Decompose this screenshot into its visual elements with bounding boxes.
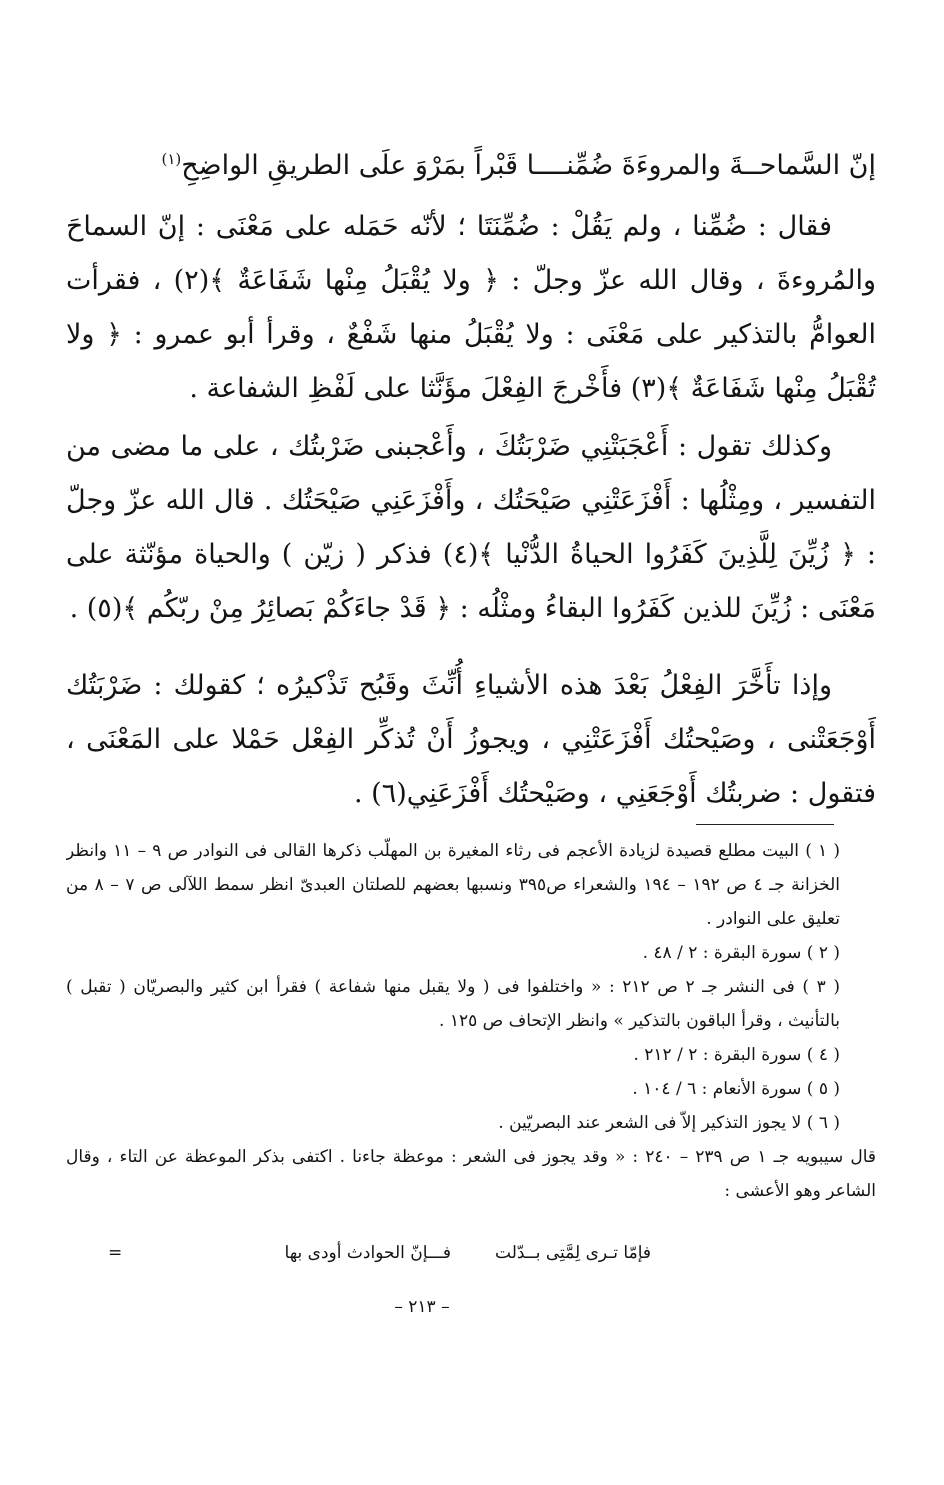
paragraph-1-text: فقال : ضُمِّنا ، ولم يَقُلْ : ضُمِّنَتَا ؛ لأنّه حَمَله على مَعْنَى : إنّ السماحَ والمُروءةَ ، وقال الله عزّ وجلّ : ﴿ ولا يُقْبَلُ مِنْها شَفَاعَةٌ ﴾(٢) ، فقرأت العوامُّ بالتذكير على مَعْنَى : ولا يُقْبَلُ منها شَفْعٌ ، وقرأ أبو عمرو : ﴿ ولا تُقْبَلُ مِنْها شَفَاعَةٌ ﴾(٣) فأَخْرجَ الفِعْلَ مؤَنَّثا على لَفْظِ الشفاعة .	[66, 211, 877, 404]
paragraph-3-text: وإذا تأَخَّرَ الفِعْلُ بَعْدَ هذه الأشياءِ أُنِّثَ وقَبُح تَذْكيرُه ؛ كقولك : ضَرْبَتُك أَوْجَعَتْنى ، وصَيْحتُك أَفْزَعَتْنِي ، ويجوزُ أَنْ تُذكِّر الفِعْل حَمْلا على المَعْنَى ، فتقول : ضربتُك أَوْجَعَنِي ، وصَيْحتُك أَفْزَعَنِي(٦) .	[66, 670, 876, 809]
footnote-5: ( ٥ ) سورة الأنعام : ٦ / ١٠٤ .	[632, 1079, 840, 1099]
paragraph-1	[66, 200, 876, 420]
footnote-verse-first-hemistich: فإمّا تـرى لِمَّتِى بــدّلت	[495, 1243, 651, 1263]
footnotes-section	[66, 834, 876, 1208]
paragraph-2-text: وكذلك تقول : أَعْجَبَتْنِي ضَرْبَتُكَ ، وأَعْجبنى ضَرْبتُك ، على ما مضى من التفسير ، ومِثْلُها : أَفْزَعَتْنِي صَيْحَتُك ، وأَفْزَعَنِي صَيْحَتُك . قال الله عزّ وجلّ : ﴿ زُيِّنَ لِلَّذِينَ كَفَرُوا الحياةُ الدُّنْيا ﴾(٤) فذكر ( زيّن ) والحياة مؤنّثة على مَعْنَى : زُيِّنَ للذين كَفَرُوا البقاءُ ومثْلُه : ﴿ قَدْ جاءَكُمْ بَصائِرُ مِنْ ربّكُم ﴾(٥) .	[66, 431, 877, 624]
footnote-6: ( ٦ ) لا يجوز التذكير إلاّ فى الشعر عند البصريّين .	[498, 1113, 840, 1133]
verse-footnote-ref: (١)	[161, 150, 182, 168]
footnote-verse-second-hemistich: فـــإنّ الحوادث أودى بها	[284, 1243, 451, 1263]
footnote-note: قال سيبويه جـ ١ ص ٢٣٩ – ٢٤٠ : « وقد يجوز فى الشعر : موعظة جاءنا . اكتفى بذكر الموعظة عن التاء ، وقال الشاعر وهو الأعشى :	[66, 1147, 876, 1201]
verse-text: إنّ السَّماحــةَ والمروءَةَ ضُمِّنــــا قَبْراً بمَرْوَ علَى الطريقِ الواضِحِ	[181, 150, 876, 181]
footnote-3: ( ٣ ) فى النشر جـ ٢ ص ٢١٢ : « واختلفوا فى ( ولا يقبل منها شفاعة ) فقرأ ابن كثير والبصريّان ( تقبل ) بالتأنيث ، وقرأ الباقون بالتذكير » وانظر الإتحاف ص ١٢٥ .	[66, 977, 840, 1031]
footnote-4: ( ٤ ) سورة البقرة : ٢ / ٢١٢ .	[633, 1045, 840, 1065]
continuation-mark: =	[108, 1243, 123, 1263]
page-number: – ٢١٣ –	[394, 1297, 450, 1317]
footnote-verse	[66, 1236, 876, 1270]
paragraph-3	[66, 659, 876, 824]
paragraph-2	[66, 420, 876, 640]
footnote-1: ( ١ ) البيت مطلع قصيدة لزيادة الأعجم فى رثاء المغيرة بن المهلّب ذكرها القالى فى النوادر ص ٩ – ١١ وانظر الخزانة جـ ٤ ص ١٩٢ – ١٩٤ والشعراء ص٣٩٥ ونسبها بعضهم للصلتان العبدىّ انظر سمط اللآلى ص ٧ – ٨ من تعليق على النوادر .	[66, 841, 841, 929]
opening-verse	[66, 132, 876, 186]
footnote-2: ( ٢ ) سورة البقرة : ٢ / ٤٨ .	[642, 943, 840, 963]
footnote-divider	[696, 824, 834, 825]
